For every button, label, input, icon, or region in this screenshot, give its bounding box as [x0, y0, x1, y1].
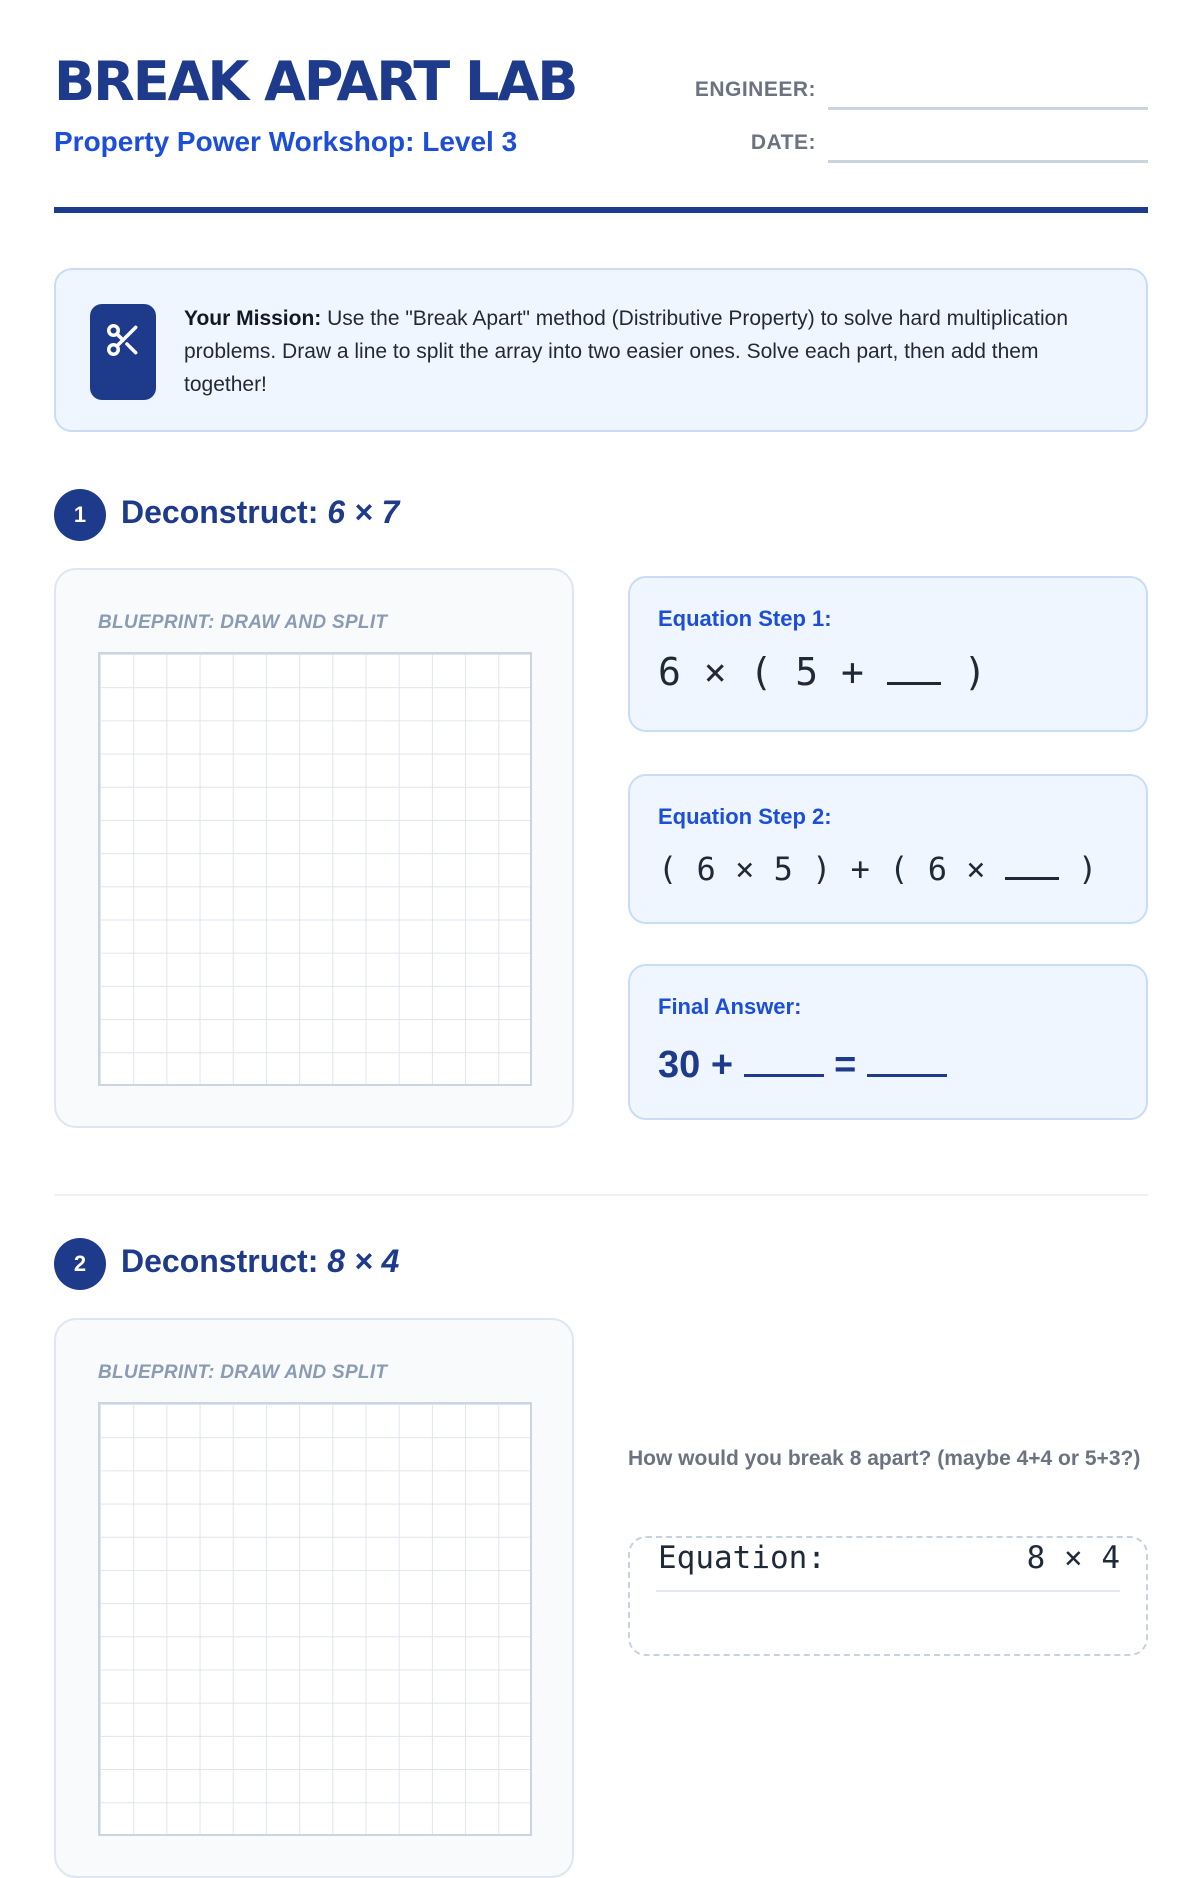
problem-2-badge: 2: [54, 1238, 106, 1290]
engineer-label: ENGINEER:: [694, 78, 816, 101]
date-field[interactable]: [828, 160, 1148, 163]
problem-2-expression: 8 × 4: [327, 1243, 400, 1279]
section-divider: [54, 1194, 1148, 1196]
problem-1-drawing-grid[interactable]: [98, 652, 532, 1086]
scissors-icon: [90, 304, 156, 400]
mission-lead: Your Mission:: [184, 307, 322, 330]
page-title: BREAK APART LAB: [54, 50, 577, 113]
problem-2-hint: How would you break 8 apart? (maybe 4+4 or 5+3?): [628, 1447, 1141, 1470]
problem-1-step-2-card: [628, 774, 1148, 924]
problem-2-equation-line[interactable]: [656, 1590, 1120, 1592]
problem-1-step-2-equation: [658, 850, 1097, 888]
mission-body: Use the "Break Apart" method (Distributive Property) to solve hard multiplication problems. Draw a line to split the array into two easier ones. Solve each part, then add them together!: [184, 307, 1069, 396]
final-equals: =: [823, 1044, 867, 1086]
problem-2-blueprint: [54, 1318, 574, 1878]
step-2-suffix: ): [1058, 850, 1098, 888]
problem-2-equation-expression: 8 × 4: [1026, 1540, 1120, 1576]
problem-1-final-equation: [658, 1044, 947, 1087]
problem-2-heading-label: Deconstruct:: [121, 1243, 319, 1279]
mission-text: [184, 302, 1104, 401]
problem-2-equation-box: [628, 1536, 1148, 1656]
final-answer-blank[interactable]: [867, 1072, 947, 1077]
problem-2-blueprint-label: BLUEPRINT: DRAW AND SPLIT: [98, 1362, 388, 1383]
problem-2-equation-label: Equation:: [658, 1540, 826, 1576]
problem-1-badge: 1: [54, 489, 106, 541]
engineer-field[interactable]: [828, 107, 1148, 110]
problem-1-heading-label: Deconstruct:: [121, 494, 319, 530]
problem-1-blueprint-label: BLUEPRINT: DRAW AND SPLIT: [98, 612, 388, 633]
problem-1-blueprint: [54, 568, 574, 1128]
problem-1-final-label: Final Answer:: [658, 994, 802, 1019]
header-divider: [54, 207, 1148, 213]
mission-box: [54, 268, 1148, 432]
problem-1-step-1-equation: [658, 650, 987, 694]
final-addend-blank[interactable]: [744, 1072, 824, 1077]
step-2-prefix: ( 6 × 5 ) + ( 6 ×: [658, 850, 1005, 888]
problem-1-heading: [121, 494, 399, 531]
date-label: DATE:: [750, 131, 816, 154]
problem-1-step-2-label: Equation Step 2:: [658, 804, 832, 829]
step-1-prefix: 6 × ( 5 +: [658, 650, 887, 694]
page-subtitle: Property Power Workshop: Level 3: [54, 126, 518, 157]
problem-1-final-card: [628, 964, 1148, 1120]
problem-1-expression: 6 × 7: [327, 494, 400, 530]
problem-2-drawing-grid[interactable]: [98, 1402, 532, 1836]
step-1-blank[interactable]: [887, 680, 941, 685]
problem-2-heading: [121, 1243, 399, 1280]
step-1-suffix: ): [940, 650, 987, 694]
problem-1-step-1-label: Equation Step 1:: [658, 606, 832, 631]
step-2-blank[interactable]: [1005, 875, 1059, 880]
problem-1-step-1-card: [628, 576, 1148, 732]
final-prefix: 30 +: [658, 1044, 744, 1086]
